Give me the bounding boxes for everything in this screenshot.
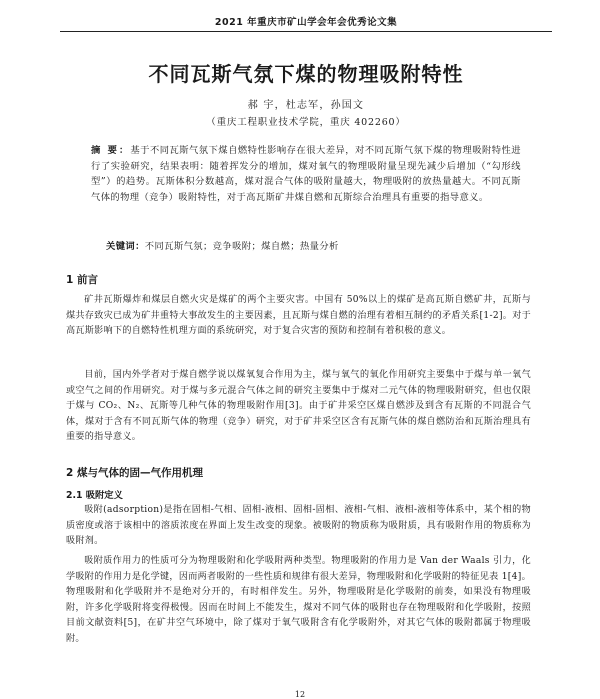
section-heading-1: 1 前言	[66, 274, 98, 286]
paragraph-1: 矿井瓦斯爆炸和煤层自燃火灾是煤矿的两个主要灾害。中国有 50%以上的煤矿是高瓦斯自燃矿井，瓦斯与煤共存致灾已成为矿井重特大事故发生的主要因素，且瓦斯与煤自燃的治理有着相互制约的矛盾关系[1-2]。对于高瓦斯影响下的自燃特性机理方面的系统研究，对于复合灾害的预防和控制有着积极的意义。	[66, 295, 531, 336]
abstract-text: 基于不同瓦斯气氛下煤自燃特性影响存在很大差异，对不同瓦斯气氛下煤的物理吸附特性进行了实验研究，结果表明：随着挥发分的增加，煤对氧气的物理吸附量呈现先减少后增加（“勾形线型”）的趋势。瓦斯体积分数越高，煤对混合气体的吸附量越大，物理吸附的放热量越大。不同瓦斯气体的物理（竞争）吸附特性，对于高瓦斯矿井煤自燃和瓦斯综合治理具有重要的指导意义。	[91, 145, 521, 203]
affiliation: （重庆工程职业技术学院，重庆 402260）	[206, 117, 406, 128]
section-heading-2: 2 煤与气体的固—气作用机理	[66, 467, 203, 479]
abstract	[91, 143, 521, 205]
keywords-label: 关键词：	[106, 241, 145, 252]
authors: 郝 宇，杜志军，孙国文	[247, 100, 365, 111]
keywords-text: 不同瓦斯气氛；竞争吸附；煤自燃；热量分析	[144, 241, 339, 252]
paragraph-2: 目前，国内外学者对于煤自燃学说以煤氧复合作用为主，煤与氧气的氧化作用研究主要集中于煤与单一氧气或空气之间的作用研究。对于煤与多元混合气体之间的研究主要集中于煤对二元气体的物理吸附研究，但也仅限于煤与 CO₂、N₂、瓦斯等几种气体的物理吸附作用[3]。由于矿井采空区煤自燃涉及到含有瓦斯的不同混合气体，煤对于含有不同瓦斯气体的物理（竞争）研究，对于矿井采空区含有瓦斯气体的煤自燃防治和瓦斯治理具有重要的指导意义。	[66, 370, 531, 442]
header-rule	[60, 31, 552, 32]
running-header: 2021 年重庆市矿山学会年会优秀论文集	[214, 17, 398, 28]
abstract-label: 摘 要：	[91, 145, 131, 156]
subsection-heading-2-1: 2.1 吸附定义	[66, 490, 123, 501]
page-number: 12	[294, 690, 306, 699]
paper-title: 不同瓦斯气氛下煤的物理吸附特性	[148, 62, 464, 86]
paragraph-4: 吸附质作用力的性质可分为物理吸附和化学吸附两种类型。物理吸附的作用力是 Van der Waals 引力，化学吸附的作用力是化学键，因而两者吸附的一些性质和规律有很大差异，物理吸附和化学吸附的特征见表 1[4]。物理吸附和化学吸附并不是绝对分开的，有时相伴发生。另外，物理吸附是化学吸附的前奏，如果没有物理吸附，许多化学吸附将变得极慢。因而在时间上不能发生，煤对不同气体的吸附也存在物理吸附和化学吸附，按照目前文献资料[5]，在矿井空气环境中，除了煤对于氧气吸附含有化学吸附外，对其它气体的吸附都属于物理吸附。	[66, 556, 531, 644]
paragraph-3: 吸附(adsorption)是指在固相-气相、固相-液相、固相-固相、液相-气相、液相-液相等体系中，某个相的物质密度或溶于该相中的溶质浓度在界面上发生改变的现象。被吸附的物质称为吸附质，具有吸附作用的物质称为吸附剂。	[66, 505, 531, 546]
keywords	[106, 238, 520, 252]
